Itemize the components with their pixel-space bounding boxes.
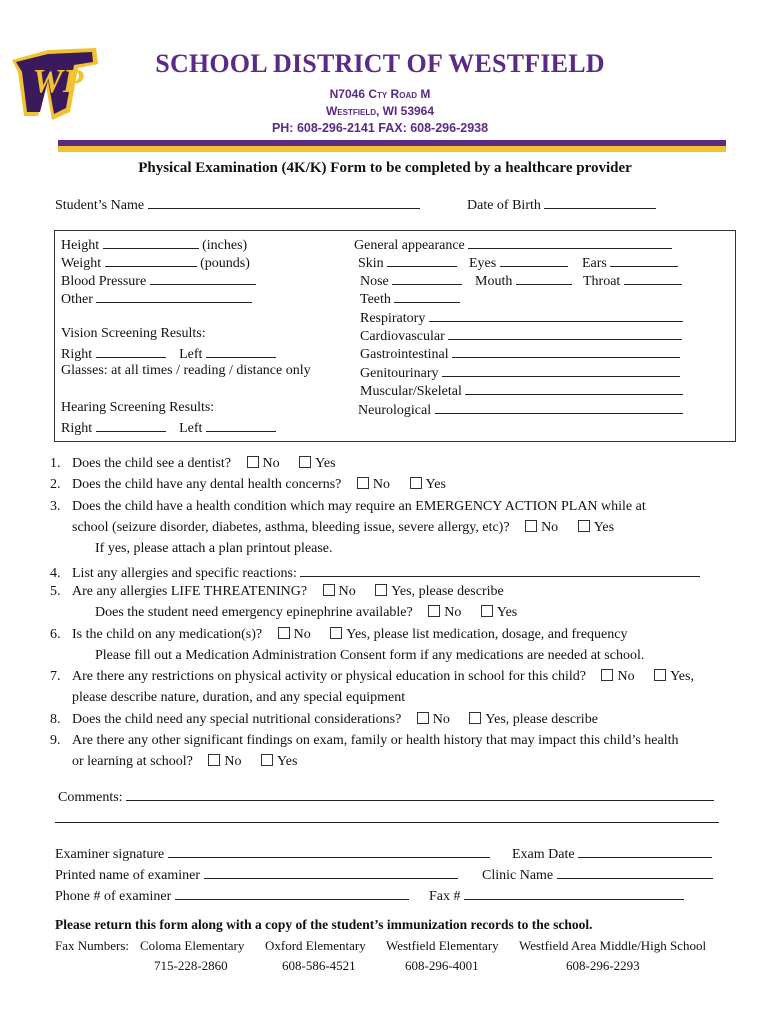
hearing-row[interactable] — [61, 417, 276, 438]
vision-left-field[interactable] — [206, 343, 276, 358]
hearing-right-field[interactable] — [96, 417, 166, 432]
q8-no-checkbox[interactable] — [417, 712, 429, 724]
student-name-field[interactable] — [148, 194, 420, 209]
school-coloma: Coloma Elementary — [140, 938, 245, 953]
q3-no-checkbox[interactable] — [525, 520, 537, 532]
allergies-field[interactable] — [300, 562, 700, 577]
fax-label: Fax # — [429, 889, 461, 904]
gastrointestinal-label: Gastrointestinal — [360, 347, 449, 362]
address-line1: N7046 Cty Road M — [329, 87, 431, 101]
blood-pressure-field[interactable] — [150, 270, 256, 285]
exam-date-row[interactable] — [512, 843, 712, 864]
q6-no-checkbox[interactable] — [278, 627, 290, 639]
weight-field[interactable] — [105, 252, 197, 267]
other-field[interactable] — [96, 288, 252, 303]
question-6: 6. Is the child on any medication(s)? No Yes, please list medication, dosage, and frequency — [50, 627, 628, 642]
school-westfield-elem: Westfield Elementary — [386, 938, 499, 953]
vision-left-label: Left — [179, 347, 203, 362]
general-appearance-label: General appearance — [354, 238, 465, 253]
student-name-label: Student’s Name — [55, 198, 145, 213]
musculoskeletal-label: Muscular/Skeletal — [360, 384, 462, 399]
gastrointestinal-field[interactable] — [452, 343, 680, 358]
glasses-label: Glasses: at all times / reading / distance only — [61, 363, 311, 378]
teeth-field[interactable] — [394, 288, 460, 303]
printed-name-row[interactable] — [55, 864, 458, 885]
general-appearance-field[interactable] — [468, 234, 672, 249]
question-1: 1. Does the child see a dentist? No Yes — [50, 456, 336, 471]
cardiovascular-label: Cardiovascular — [360, 329, 445, 344]
exam-date-label: Exam Date — [512, 847, 575, 862]
question-2: 2. Does the child have any dental health concerns? No Yes — [50, 477, 446, 492]
hearing-left-field[interactable] — [206, 417, 276, 432]
phone-label: Phone # of examiner — [55, 889, 172, 904]
fax-numbers-label: Fax Numbers: — [55, 938, 130, 953]
nose-field[interactable] — [392, 270, 462, 285]
q9-no-checkbox[interactable] — [208, 754, 220, 766]
hearing-right-label: Right — [61, 421, 93, 436]
phone-row[interactable] — [55, 885, 409, 906]
address-line2: Westfield, WI 53964 — [325, 104, 435, 118]
fax-field[interactable] — [464, 885, 684, 900]
teeth-label: Teeth — [360, 292, 391, 307]
ears-label: Ears — [582, 256, 607, 271]
cardiovascular-field[interactable] — [448, 325, 682, 340]
form-title: Physical Examination (4K/K) Form to be completed by a healthcare provider — [138, 160, 632, 176]
exam-date-field[interactable] — [578, 843, 712, 858]
q9-yes-checkbox[interactable] — [261, 754, 273, 766]
q7-no-checkbox[interactable] — [601, 669, 613, 681]
clinic-name-label: Clinic Name — [482, 868, 554, 883]
neurological-field[interactable] — [435, 399, 683, 414]
q6-yes-checkbox[interactable] — [330, 627, 342, 639]
question-3-note: If yes, please attach a plan printout please. — [95, 541, 333, 556]
mouth-field[interactable] — [516, 270, 572, 285]
return-note: Please return this form along with a copy of the student’s immunization records to the school. — [55, 917, 593, 932]
question-3-cont: school (seizure disorder, diabetes, asthma, bleeding issue, severe allergy, etc)? No Yes — [72, 520, 615, 535]
fax-oxford: 608-586-4521 — [282, 958, 356, 973]
epinephrine-no-checkbox[interactable] — [428, 605, 440, 617]
dob-row[interactable] — [467, 194, 656, 215]
question-5: 5. Are any allergies LIFE THREATENING? No Yes, please describe — [50, 584, 504, 599]
ears-field[interactable] — [610, 252, 678, 267]
logo-text: WP — [32, 63, 84, 100]
question-7: 7. Are there any restrictions on physical activity or physical education in school for this child? No Yes, — [50, 669, 694, 684]
skin-field[interactable] — [387, 252, 457, 267]
fax-westfield-elem: 608-296-4001 — [405, 958, 479, 973]
genitourinary-field[interactable] — [442, 362, 680, 377]
district-logo — [8, 42, 102, 124]
weight-unit: (pounds) — [200, 256, 250, 271]
mouth-row[interactable] — [475, 270, 572, 291]
question-9: 9. Are there any other significant findings on exam, family or health history that may impact this child’s health — [50, 733, 679, 748]
neurological-label: Neurological — [358, 403, 432, 418]
question-5-sub: Does the student need emergency epinephrine available? No Yes — [95, 605, 518, 620]
epinephrine-yes-checkbox[interactable] — [481, 605, 493, 617]
respiratory-label: Respiratory — [360, 311, 426, 326]
question-3: 3. Does the child have a health condition which may require an EMERGENCY ACTION PLAN while at — [50, 499, 646, 514]
weight-label: Weight — [61, 256, 102, 271]
comments-row-2[interactable] — [55, 808, 719, 829]
vision-right-field[interactable] — [96, 343, 166, 358]
neurological-row[interactable] — [358, 399, 683, 420]
blood-pressure-label: Blood Pressure — [61, 274, 147, 289]
comments-row[interactable] — [58, 786, 714, 807]
gastrointestinal-row[interactable] — [360, 343, 680, 364]
comments-label: Comments: — [58, 790, 123, 805]
fax-westfield-mhs: 608-296-2293 — [566, 958, 640, 973]
vision-row[interactable] — [61, 343, 276, 364]
eyes-field[interactable] — [500, 252, 568, 267]
respiratory-field[interactable] — [429, 307, 683, 322]
height-unit: (inches) — [202, 238, 248, 253]
q1-no-checkbox[interactable] — [247, 456, 259, 468]
height-field[interactable] — [103, 234, 199, 249]
q3-yes-checkbox[interactable] — [578, 520, 590, 532]
question-9-cont: or learning at school? No Yes — [72, 754, 298, 769]
school-westfield-mhs: Westfield Area Middle/High School — [519, 938, 707, 953]
school-oxford: Oxford Elementary — [265, 938, 366, 953]
phone-field[interactable] — [175, 885, 409, 900]
hearing-left-label: Left — [179, 421, 203, 436]
q2-yes-checkbox[interactable] — [410, 477, 422, 489]
clinic-name-row[interactable] — [482, 864, 713, 885]
vision-title: Vision Screening Results: — [61, 326, 206, 341]
question-6-sub: Please fill out a Medication Administration Consent form if any medications are needed at school. — [95, 648, 645, 663]
printed-name-field[interactable] — [204, 864, 458, 879]
other-label: Other — [61, 292, 93, 307]
other-row[interactable] — [61, 288, 252, 309]
clinic-name-field[interactable] — [557, 864, 713, 879]
mouth-label: Mouth — [475, 274, 513, 289]
comments-field-2[interactable] — [55, 808, 719, 823]
hearing-title: Hearing Screening Results: — [61, 400, 215, 415]
q7-yes-checkbox[interactable] — [654, 669, 666, 681]
student-name-row[interactable] — [55, 194, 420, 215]
q5-yes-checkbox[interactable] — [375, 584, 387, 596]
printed-name-label: Printed name of examiner — [55, 868, 201, 883]
comments-field-1[interactable] — [126, 786, 714, 801]
throat-row[interactable] — [583, 270, 682, 291]
q1-yes-checkbox[interactable] — [299, 456, 311, 468]
musculoskeletal-row[interactable] — [360, 380, 683, 401]
dob-label: Date of Birth — [467, 198, 541, 213]
phone-fax: PH: 608-296-2141 FAX: 608-296-2938 — [271, 121, 489, 135]
fax-row[interactable] — [429, 885, 684, 906]
throat-label: Throat — [583, 274, 621, 289]
vision-right-label: Right — [61, 347, 93, 362]
district-name: SCHOOL DISTRICT OF WESTFIELD — [155, 49, 605, 78]
examiner-signature-label: Examiner signature — [55, 847, 165, 862]
question-8: 8. Does the child need any special nutritional considerations? No Yes, please describe — [50, 712, 598, 727]
q2-no-checkbox[interactable] — [357, 477, 369, 489]
examiner-signature-row[interactable] — [55, 843, 490, 864]
musculoskeletal-field[interactable] — [465, 380, 683, 395]
q8-yes-checkbox[interactable] — [469, 712, 481, 724]
header-divider-gold — [58, 146, 726, 152]
dob-field[interactable] — [544, 194, 656, 209]
nose-label: Nose — [360, 274, 389, 289]
q5-no-checkbox[interactable] — [323, 584, 335, 596]
height-label: Height — [61, 238, 100, 253]
eyes-label: Eyes — [469, 256, 497, 271]
skin-label: Skin — [358, 256, 384, 271]
throat-field[interactable] — [624, 270, 682, 285]
genitourinary-label: Genitourinary — [360, 366, 439, 381]
question-7-cont: please describe nature, duration, and any special equipment — [72, 690, 406, 705]
fax-coloma: 715-228-2860 — [154, 958, 228, 973]
teeth-row[interactable] — [360, 288, 460, 309]
question-4: 4. List any allergies and specific reactions: — [50, 562, 700, 583]
examiner-signature-field[interactable] — [168, 843, 490, 858]
